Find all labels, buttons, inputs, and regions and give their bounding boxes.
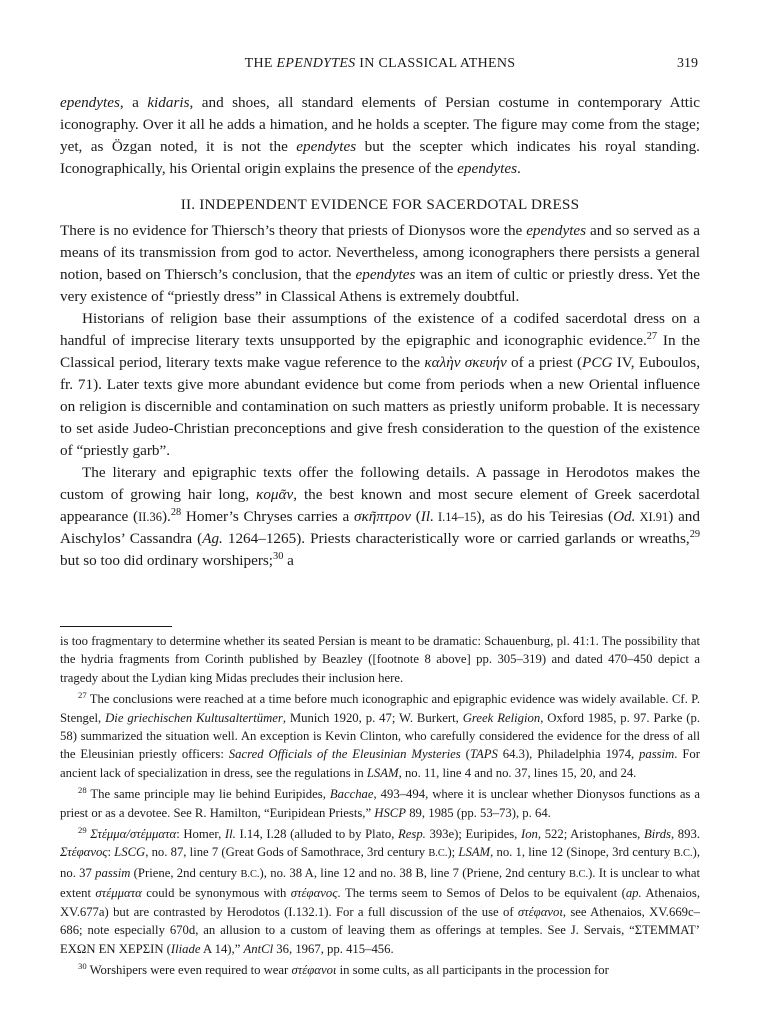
paragraph-continued: ependytes, a kidaris, and shoes, all standard elements of Persian costume in contemporary Attic iconography. Over it all he adds a himation, and he holds a scepter. The figure may come from the stage; yet, as Özgan noted, it is not the ependytes but the scepter which indicates his royal standing. Iconographically, his Oriental origin explains the presence of the ependytes. — [60, 94, 700, 177]
footnote-27: $^{27}$ The conclusions were reached at a time before much iconographic and epigraphic evidence was widely available. Cf. P. Stengel, Die griechischen Kultusaltertümer, Munich 1920, p. 47; W. Burkert, Greek Religion, Oxford 1985, p. 97. Parke (p. 58) summarized the situation well. An exception is Kevin Clinton, who carefully considered the evidence for the dress of all the Eleusinian priestly officers: Sacred Officials of the Eleusinian Mysteries (TAPS 64.3), Philadelphia 1974, passim. For ancient lack of specialization in dress, see the regulations in LSAM, no. 11, line 4 and no. 37, lines 15, 20, and 24. — [60, 689, 700, 780]
paragraph-thiersch: There is no evidence for Thiersch’s theory that priests of Dionysos wore the ependytes and so served as a means of its transmission from god to actor. Nevertheless, among iconographers there persists a general notion, based on Thiersch’s conclusion, that the ependytes was an item of cultic or priestly dress. Yet the very existence of “priestly dress” in Classical Athens is extremely doubtful. — [60, 222, 700, 305]
running-header — [60, 56, 700, 78]
footnote-ref-30[interactable]: 30 — [273, 550, 284, 562]
footnote-ref-29[interactable]: 29 — [689, 528, 701, 540]
footnotes — [60, 632, 700, 982]
footnote-continued: is too fragmentary to determine whether its seated Persian is meant to be dramatic: Schauenburg, pl. 41:1. The possibility that the hydria fragments from Corinth published by Beazley ([footnote 8 above] pp. 305–319) and dated 470–450 depict a tragedy about the Lydian king Midas precludes their inclusion here. — [60, 634, 700, 685]
footnote-ref-28[interactable]: 28 — [170, 506, 182, 518]
footnote-divider — [60, 626, 172, 627]
footnote-30: $^{30}$ Worshipers were even required to wear στέφανοι in some cults, as all participants in the procession for — [78, 960, 609, 977]
body-text — [60, 92, 700, 572]
footnote-28: $^{28}$ The same principle may lie behind Euripides, Bacchae, 493–494, where it is unclear whether Dionysos functions as a priest or as a devotee. See R. Hamilton, “Euripidean Priests,” HSCP 89, 1985 (pp. 53–73), p. 64. — [60, 785, 700, 820]
section-heading: II. INDEPENDENT EVIDENCE FOR SACERDOTAL DRESS — [180, 196, 580, 213]
running-title: THE EPENDYTES IN CLASSICAL ATHENS — [244, 56, 516, 71]
paragraph-literary-texts: The literary and epigraphic texts offer the following details. A passage in Herodotos makes the custom of growing hair long, κομᾶν, the best known and most secure element of Greek sacerdotal appearance (II.36).$^{28}$ Homer’s Chryses carries a σκῆπτρον (Il. I.14–15), as do his Teiresias (Od. XI.91) and Aischylos’ Cassandra (Ag. 1264–1265). Priests characteristically wore or carried garlands or wreaths,$^{29}$ but so too did ordinary worshipers;$^{30}$ a — [60, 464, 701, 569]
footnote-29: $^{29}$ Στέμμα/στέμματα: Homer, Il. I.14, I.28 (alluded to by Plato, Resp. 393e); Euripides, Ion, 522; Aristophanes, Birds, 893. Στέφανος: LSCG, no. 87, line 7 (Great Gods of Samothrace, 3rd century B.C.); LSAM, no. 1, line 12 (Sinope, 3rd century B.C.), no. 37 passim (Priene, 2nd century B.C.), no. 38 A, line 12 and no. 38 B, line 7 (Priene, 2nd century B.C.). It is unclear to what extent στέμματα could be synonymous with στέφανος. The terms seem to Semos of Delos to be equivalent (ap. Athenaios, XV.677a) but are contrasted by Herodotos (I.132.1). For a full discussion of the use of στέφανοι, see Athenaios, XV.669c–686; note especially 670d, an allusion to a custom of leaving them as offerings at temples. See J. Servais, “ΣΤΕΜΜΑΤ’ ΕΧΩΝ ΕΝ ΧΕΡΣΙΝ (Iliade A 14),” AntCl 36, 1967, pp. 415–456. — [60, 824, 701, 956]
page-number: 319 — [677, 56, 698, 71]
footnote-ref-27[interactable]: 27 — [646, 330, 658, 342]
paragraph-historians: Historians of religion base their assumptions of the existence of a codifed sacerdotal dress on a handful of imprecise literary texts unsupported by the epigraphic and iconographic evidence.$^{27}$ In the Classical period, literary texts make vague reference to the καλὴν σκευήν of a priest (PCG IV, Euboulos, fr. 71). Later texts give more abundant evidence but come from periods when a new Oriental influence on religion is discernible and contamination on such matters as priestly uniform probable. It is necessary to set aside Judeo-Christian preconceptions and give fresh consideration to the question of the existence of “priestly garb”. — [60, 310, 700, 459]
